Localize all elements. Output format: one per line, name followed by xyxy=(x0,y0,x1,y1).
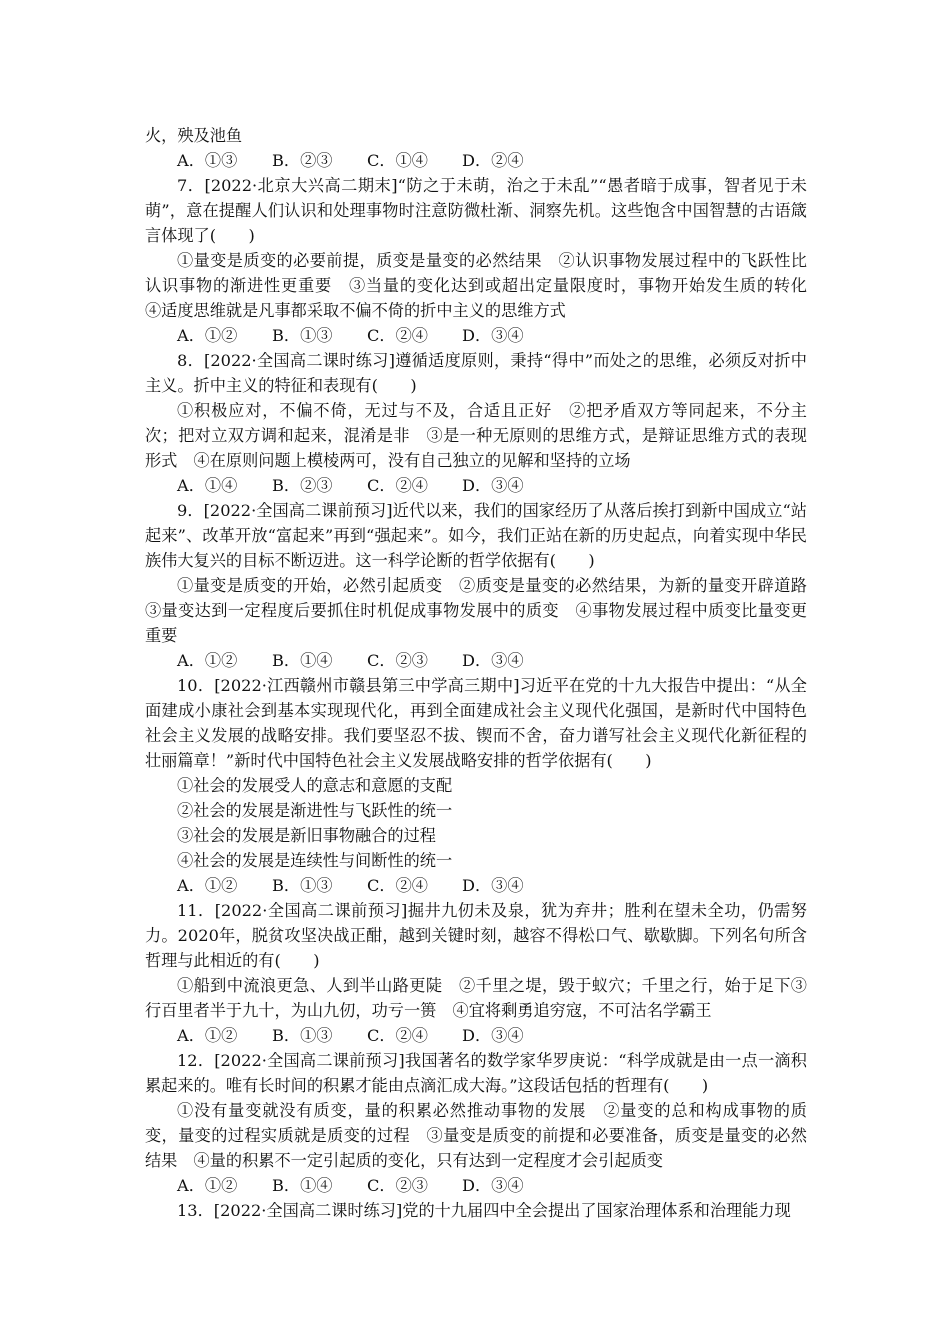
option-c: C．②③ xyxy=(367,651,428,670)
option-b: B．②③ xyxy=(272,476,333,495)
q10-item-3: ③社会的发展是新旧事物融合的过程 xyxy=(177,826,436,845)
q11-options xyxy=(145,1023,807,1048)
q12-options xyxy=(145,1173,807,1198)
option-b: B．①④ xyxy=(272,1176,333,1195)
q9-options xyxy=(145,648,807,673)
option-b: B．①③ xyxy=(272,1026,333,1045)
q7-items: ①量变是质变的必要前提，质变是量变的必然结果 ②认识事物发展过程中的飞跃性比认识事物的渐进性更重要 ③当量的变化达到或超出定量限度时，事物开始发生质的转化 ④适度思维就是凡事都采取不偏不倚的折中主义的思维方式 xyxy=(145,251,824,320)
option-a: A．①② xyxy=(177,876,238,895)
option-c: C．②④ xyxy=(367,876,428,895)
option-b: B．②③ xyxy=(272,151,333,170)
q9-stem: 9．[2022·全国高二课前预习]近代以来，我们的国家经历了从落后挨打到新中国成立“站起来”、改革开放“富起来”再到“强起来”。如今，我们正站在新的历史起点，向着实现中华民族伟大复兴的目标不断迈进。这一科学论断的哲学依据有( ) xyxy=(145,501,807,570)
option-d: D．③④ xyxy=(462,476,524,495)
q11-stem: 11．[2022·全国高二课前预习]掘井九仞未及泉，犹为弃井；胜利在望未全功，仍需努力。2020年，脱贫攻坚决战正酣，越到关键时刻，越容不得松口气、歇歇脚。下列名句所含哲理与此相近的有( ) xyxy=(145,901,807,970)
option-d: D．②④ xyxy=(462,151,524,170)
q10-options xyxy=(145,873,807,898)
q8-options xyxy=(145,473,807,498)
q13-stem: 13．[2022·全国高二课时练习]党的十九届四中全会提出了国家治理体系和治理能力现 xyxy=(177,1201,791,1220)
option-d: D．③④ xyxy=(462,1176,524,1195)
q10-item-1: ①社会的发展受人的意志和意愿的支配 xyxy=(177,776,453,795)
option-c: C．②④ xyxy=(367,476,428,495)
option-a: A．①④ xyxy=(177,476,238,495)
q6-options xyxy=(145,148,807,173)
option-a: A．①② xyxy=(177,1176,238,1195)
q7-options xyxy=(145,323,807,348)
option-d: D．③④ xyxy=(462,876,524,895)
option-c: C．②③ xyxy=(367,1176,428,1195)
option-d: D．③④ xyxy=(462,1026,524,1045)
document-page xyxy=(145,123,824,1223)
option-c: C．①④ xyxy=(367,151,428,170)
q8-stem: 8．[2022·全国高二课时练习]遵循适度原则，秉持“得中”而处之的思维，必须反对折中主义。折中主义的特征和表现有( ) xyxy=(145,351,807,395)
q12-items: ①没有量变就没有质变，量的积累必然推动事物的发展 ②量变的总和构成事物的质变，量变的过程实质就是质变的过程 ③量变是质变的前提和必要准备，质变是量变的必然结果 ④量的积累不一定引起质的变化，只有达到一定程度才会引起质变 xyxy=(145,1101,807,1170)
option-a: A．①② xyxy=(177,326,238,345)
q10-item-2: ②社会的发展是渐进性与飞跃性的统一 xyxy=(177,801,453,820)
option-d: D．③④ xyxy=(462,326,524,345)
option-c: C．②④ xyxy=(367,326,428,345)
q12-stem: 12．[2022·全国高二课前预习]我国著名的数学家华罗庚说：“科学成就是由一点一滴积累起来的。唯有长时间的积累才能由点滴汇成大海。”这段话包括的哲理有( ) xyxy=(145,1051,807,1095)
q9-items: ①量变是质变的开始，必然引起质变 ②质变是量变的必然结果，为新的量变开辟道路 ③量变达到一定程度后要抓住时机促成事物发展中的质变 ④事物发展过程中质变比量变更重要 xyxy=(145,576,824,645)
option-a: A．①② xyxy=(177,651,238,670)
q10-item-4: ④社会的发展是连续性与间断性的统一 xyxy=(177,851,453,870)
option-b: B．①③ xyxy=(272,326,333,345)
q8-items: ①积极应对，不偏不倚，无过与不及，合适且正好 ②把矛盾双方等同起来，不分主次；把对立双方调和起来，混淆是非 ③是一种无原则的思维方式，是辩证思维方式的表现形式 ④在原则问题上模棱两可，没有自己独立的见解和坚持的立场 xyxy=(145,401,807,470)
option-b: B．①③ xyxy=(272,876,333,895)
q7-stem: 7．[2022·北京大兴高二期末]“防之于未萌，治之于未乱”“愚者暗于成事，智者见于未萌”，意在提醒人们认识和处理事物时注意防微杜渐、洞察先机。这些饱含中国智慧的古语箴言体现了( ) xyxy=(145,176,807,245)
option-c: C．②④ xyxy=(367,1026,428,1045)
option-d: D．③④ xyxy=(462,651,524,670)
option-a: A．①② xyxy=(177,1026,238,1045)
intro-line: 火，殃及池鱼 xyxy=(145,126,243,145)
q11-items: ①船到中流浪更急、人到半山路更陡 ②千里之堤，毁于蚁穴；千里之行，始于足下③行百里者半于九十，为山九仞，功亏一篑 ④宜将剩勇追穷寇，不可沽名学霸王 xyxy=(145,976,807,1020)
q10-stem: 10．[2022·江西赣州市赣县第三中学高三期中]习近平在党的十九大报告中提出：“从全面建成小康社会到基本实现现代化，再到全面建成社会主义现代化强国，是新时代中国特色社会主义发展的战略安排。我们要坚忍不拔、锲而不舍，奋力谱写社会主义现代化新征程的壮丽篇章！”新时代中国特色社会主义发展战略安排的哲学依据有( ) xyxy=(145,676,807,770)
option-a: A．①③ xyxy=(177,151,238,170)
option-b: B．①④ xyxy=(272,651,333,670)
